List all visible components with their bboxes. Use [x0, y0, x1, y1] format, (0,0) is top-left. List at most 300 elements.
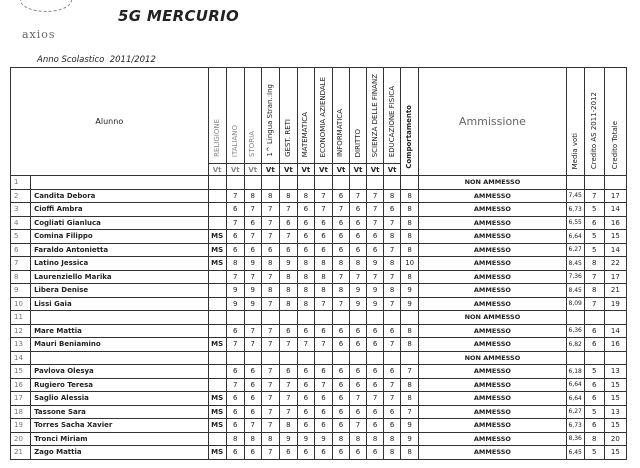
grade-cell: 6: [367, 446, 384, 460]
average-cell: 6,18: [566, 365, 584, 379]
grade-cell: 7: [314, 378, 332, 392]
grade-cell: 6: [350, 338, 367, 352]
average-cell: 6,64: [566, 392, 584, 406]
grade-cell: 6: [226, 392, 244, 406]
grade-cell: 6: [226, 243, 244, 257]
admission-result: NON AMMESSO: [419, 351, 566, 365]
grade-cell: 7: [314, 297, 332, 311]
grade-cell: 6: [332, 230, 349, 244]
row-number: 5: [11, 230, 31, 244]
credit-total-cell: [604, 311, 626, 325]
grade-cell: 6: [314, 216, 332, 230]
credit-year-cell: 6: [584, 324, 604, 338]
grade-cell: 8: [401, 324, 419, 338]
grade-cell: 8: [297, 284, 314, 298]
average-cell: 6,55: [566, 216, 584, 230]
header-average: [566, 68, 584, 176]
grade-cell: [401, 176, 419, 190]
grade-cell: 6: [367, 324, 384, 338]
grade-cell: [208, 176, 226, 190]
grade-cell: 7: [384, 270, 401, 284]
grade-cell: 6: [384, 405, 401, 419]
average-cell: [566, 311, 584, 325]
row-number: 21: [11, 446, 31, 460]
grade-cell: 6: [350, 324, 367, 338]
grade-cell: 7: [261, 216, 279, 230]
grade-cell: 8: [350, 432, 367, 446]
grade-cell: 6: [367, 243, 384, 257]
credit-total-cell: 14: [604, 324, 626, 338]
grade-cell: 8: [244, 189, 261, 203]
grade-cell: 7: [314, 338, 332, 352]
grade-cell: 9: [367, 297, 384, 311]
grade-cell: [279, 351, 297, 365]
grade-cell: 6: [226, 405, 244, 419]
grade-cell: 7: [350, 270, 367, 284]
grade-cell: 7: [261, 324, 279, 338]
grade-cell: [297, 311, 314, 325]
average-cell: 6,36: [566, 324, 584, 338]
grade-cell: 6: [332, 189, 349, 203]
average-label: Media voti: [570, 132, 579, 169]
header-subject: [226, 68, 244, 164]
grade-cell: 6: [350, 216, 367, 230]
grade-cell: 7: [314, 189, 332, 203]
subject-label: STORIA: [248, 131, 257, 157]
credit-year-cell: 6: [584, 392, 604, 406]
header-subject: [297, 68, 314, 164]
grade-cell: [314, 176, 332, 190]
credit-year-cell: 8: [584, 257, 604, 271]
grade-cell: 7: [244, 419, 261, 433]
grade-cell: 8: [244, 432, 261, 446]
grade-cell: [226, 311, 244, 325]
header-subject: [279, 68, 297, 164]
grade-cell: 7: [261, 405, 279, 419]
grade-cell: [244, 311, 261, 325]
grade-cell: MS: [208, 257, 226, 271]
grade-cell: 6: [297, 365, 314, 379]
grade-cell: 6: [332, 365, 349, 379]
grade-cell: [244, 176, 261, 190]
grade-cell: [297, 351, 314, 365]
grade-cell: 6: [332, 216, 349, 230]
student-name: Pavlova Olesya: [31, 365, 209, 379]
average-cell: 6,27: [566, 405, 584, 419]
table-row: [11, 270, 627, 284]
row-number: 3: [11, 203, 31, 217]
grade-cell: 8: [401, 243, 419, 257]
header-subject: [350, 68, 367, 164]
grade-cell: 7: [261, 419, 279, 433]
grade-cell: 8: [297, 270, 314, 284]
table-row: [11, 203, 627, 217]
grade-cell: 7: [226, 270, 244, 284]
credit-year-cell: 5: [584, 365, 604, 379]
grade-cell: 8: [279, 297, 297, 311]
grade-cell: 6: [367, 338, 384, 352]
grade-cell: 9: [350, 284, 367, 298]
grade-cell: [208, 311, 226, 325]
grade-cell: 6: [350, 243, 367, 257]
student-name: Tronci Miriam: [31, 432, 209, 446]
grade-cell: 8: [297, 189, 314, 203]
grade-cell: 9: [244, 257, 261, 271]
grade-cell: 8: [401, 270, 419, 284]
table-row: [11, 257, 627, 271]
admission-result: AMMESSO: [419, 324, 566, 338]
grade-cell: MS: [208, 405, 226, 419]
subject-label: MATEMATICA: [301, 111, 310, 157]
grade-cell: 6: [332, 338, 349, 352]
grade-cell: 8: [401, 230, 419, 244]
grade-cell: 6: [261, 243, 279, 257]
header-subject: [208, 68, 226, 164]
row-number: 9: [11, 284, 31, 298]
credit-total-cell: 15: [604, 378, 626, 392]
grade-cell: 7: [384, 243, 401, 257]
grade-cell: 6: [279, 365, 297, 379]
student-name: Libera Denise: [31, 284, 209, 298]
grade-cell: [350, 311, 367, 325]
table-row: [11, 378, 627, 392]
grade-cell: 6: [384, 365, 401, 379]
admission-result: AMMESSO: [419, 284, 566, 298]
grade-cell: 8: [314, 284, 332, 298]
student-name: Faraldo Antonietta: [31, 243, 209, 257]
grade-cell: 6: [297, 405, 314, 419]
credit-total-cell: 15: [604, 392, 626, 406]
row-number: 6: [11, 243, 31, 257]
grade-cell: 6: [279, 216, 297, 230]
grade-cell: MS: [208, 338, 226, 352]
grade-cell: 7: [261, 203, 279, 217]
grade-cell: 6: [244, 405, 261, 419]
grade-cell: [367, 176, 384, 190]
table-row: [11, 189, 627, 203]
vt-label: Vt: [350, 164, 367, 176]
grade-cell: 7: [226, 189, 244, 203]
grade-cell: MS: [208, 243, 226, 257]
grade-cell: 6: [384, 419, 401, 433]
grade-cell: 8: [261, 189, 279, 203]
average-cell: 6,64: [566, 378, 584, 392]
header-subject: [384, 68, 401, 164]
grade-cell: 7: [401, 405, 419, 419]
grade-cell: [208, 432, 226, 446]
vt-label: Vt: [261, 164, 279, 176]
grade-cell: 6: [297, 243, 314, 257]
grade-cell: 8: [297, 257, 314, 271]
admission-result: AMMESSO: [419, 257, 566, 271]
vt-label: Vt: [332, 164, 349, 176]
grade-cell: 7: [226, 378, 244, 392]
grade-cell: 9: [279, 257, 297, 271]
credit-total-cell: 22: [604, 257, 626, 271]
grade-cell: 7: [279, 203, 297, 217]
credit-total-cell: 21: [604, 284, 626, 298]
table-row: [11, 446, 627, 460]
credit-total-cell: 13: [604, 365, 626, 379]
grade-cell: 7: [261, 378, 279, 392]
credit-total-cell: [604, 176, 626, 190]
page-title: 5G MERCURIO: [118, 7, 240, 25]
grade-cell: [261, 176, 279, 190]
credit-year-cell: 5: [584, 405, 604, 419]
grade-cell: 6: [244, 365, 261, 379]
grade-cell: 6: [384, 324, 401, 338]
grade-cell: 8: [314, 257, 332, 271]
credit-total-label: Credito Totale: [610, 120, 619, 169]
school-year-label: Anno Scolastico: [37, 55, 105, 65]
grade-cell: 6: [314, 405, 332, 419]
student-name: [31, 176, 209, 190]
grade-cell: 6: [314, 324, 332, 338]
grade-cell: 6: [297, 324, 314, 338]
grade-cell: 7: [367, 203, 384, 217]
grade-cell: 6: [350, 446, 367, 460]
grade-cell: 6: [332, 324, 349, 338]
vt-label: Vt: [279, 164, 297, 176]
grade-cell: 9: [350, 297, 367, 311]
grade-cell: 10: [401, 257, 419, 271]
grade-cell: 6: [350, 378, 367, 392]
table-row: [11, 405, 627, 419]
grade-cell: 6: [314, 243, 332, 257]
grade-cell: 7: [367, 216, 384, 230]
credit-total-cell: 15: [604, 419, 626, 433]
grade-cell: [208, 189, 226, 203]
student-name: Mare Mattia: [31, 324, 209, 338]
average-cell: 6,73: [566, 203, 584, 217]
credit-total-cell: 17: [604, 270, 626, 284]
grade-cell: 6: [367, 378, 384, 392]
table-row: [11, 243, 627, 257]
header-subject: [314, 68, 332, 164]
grade-cell: 6: [297, 216, 314, 230]
grade-cell: 7: [350, 419, 367, 433]
grade-cell: 6: [350, 405, 367, 419]
grade-cell: [297, 176, 314, 190]
results-table: [10, 67, 627, 460]
grade-cell: MS: [208, 230, 226, 244]
grade-cell: 7: [384, 297, 401, 311]
row-number: 15: [11, 365, 31, 379]
student-name: [31, 311, 209, 325]
header-admission: Ammissione: [419, 68, 566, 176]
grade-cell: [332, 176, 349, 190]
subject-label: EDUCAZIONE FISICA: [387, 85, 396, 157]
grade-cell: 6: [297, 392, 314, 406]
grade-cell: [208, 378, 226, 392]
grade-cell: 7: [261, 365, 279, 379]
admission-result: AMMESSO: [419, 392, 566, 406]
grade-cell: 8: [261, 257, 279, 271]
credit-year-cell: 6: [584, 419, 604, 433]
grade-cell: [208, 351, 226, 365]
grade-cell: MS: [208, 446, 226, 460]
grade-cell: 8: [279, 270, 297, 284]
grade-cell: [226, 176, 244, 190]
table-row: [11, 365, 627, 379]
grade-cell: 7: [367, 189, 384, 203]
grade-cell: 8: [314, 270, 332, 284]
admission-result: AMMESSO: [419, 446, 566, 460]
row-number: 10: [11, 297, 31, 311]
admission-result: AMMESSO: [419, 297, 566, 311]
table-row: [11, 419, 627, 433]
grade-cell: 8: [401, 189, 419, 203]
grade-cell: 8: [279, 284, 297, 298]
grade-cell: 6: [279, 243, 297, 257]
row-number: 11: [11, 311, 31, 325]
subject-label: ECONOMIA AZIENDALE: [318, 76, 327, 157]
average-cell: 7,36: [566, 270, 584, 284]
grade-cell: [279, 311, 297, 325]
grade-cell: 7: [384, 392, 401, 406]
grade-cell: 7: [226, 216, 244, 230]
grade-cell: [332, 351, 349, 365]
subject-label: GEST. RETI: [283, 119, 292, 157]
grade-cell: 7: [244, 324, 261, 338]
grade-cell: 8: [367, 432, 384, 446]
grade-cell: 7: [244, 230, 261, 244]
grade-cell: 7: [261, 270, 279, 284]
credit-year-label: Credito AS 2011-2012: [589, 91, 598, 169]
grade-cell: 8: [401, 216, 419, 230]
axios-logo: axios: [22, 28, 56, 41]
admission-result: AMMESSO: [419, 378, 566, 392]
row-number: 7: [11, 257, 31, 271]
grade-cell: 9: [401, 297, 419, 311]
grade-cell: 7: [261, 297, 279, 311]
grade-cell: [208, 203, 226, 217]
student-name: Cogliati Gianluca: [31, 216, 209, 230]
credit-year-cell: [584, 311, 604, 325]
grade-cell: 8: [401, 203, 419, 217]
grade-cell: 6: [332, 392, 349, 406]
average-cell: 8,45: [566, 257, 584, 271]
credit-year-cell: 5: [584, 446, 604, 460]
table-row: [11, 216, 627, 230]
grade-cell: [367, 351, 384, 365]
grade-cell: 8: [350, 257, 367, 271]
credit-year-cell: 5: [584, 203, 604, 217]
credit-year-cell: 7: [584, 270, 604, 284]
student-name: Saglio Alessia: [31, 392, 209, 406]
grade-cell: 6: [350, 203, 367, 217]
admission-result: AMMESSO: [419, 216, 566, 230]
grade-cell: 7: [314, 203, 332, 217]
grade-cell: 8: [332, 432, 349, 446]
grade-cell: 8: [297, 297, 314, 311]
average-cell: [566, 351, 584, 365]
grade-cell: 8: [332, 284, 349, 298]
grade-cell: 6: [350, 365, 367, 379]
average-cell: 6,82: [566, 338, 584, 352]
grade-cell: 8: [226, 432, 244, 446]
credit-year-cell: 7: [584, 189, 604, 203]
student-name: Laurenziello Marika: [31, 270, 209, 284]
school-year: [37, 55, 156, 65]
credit-total-cell: 19: [604, 297, 626, 311]
vt-label: Vt: [367, 164, 384, 176]
grade-cell: 7: [384, 378, 401, 392]
grade-cell: 8: [384, 432, 401, 446]
header-subject: [401, 68, 419, 176]
grade-cell: [384, 351, 401, 365]
grade-cell: 8: [401, 446, 419, 460]
admission-result: AMMESSO: [419, 203, 566, 217]
credit-total-cell: 20: [604, 432, 626, 446]
student-name: Lissi Gaia: [31, 297, 209, 311]
table-row: [11, 338, 627, 352]
subject-label: DIRITTO: [353, 128, 362, 157]
table-row: [11, 284, 627, 298]
grade-cell: [208, 284, 226, 298]
grade-cell: 9: [297, 432, 314, 446]
grade-cell: [332, 311, 349, 325]
credit-year-cell: 6: [584, 378, 604, 392]
grade-cell: MS: [208, 419, 226, 433]
grade-cell: 6: [367, 405, 384, 419]
grade-cell: 6: [297, 203, 314, 217]
grade-cell: [350, 176, 367, 190]
grade-cell: 7: [244, 203, 261, 217]
subject-label: INFORMATICA: [336, 108, 345, 157]
school-seal-logo: [20, 0, 72, 12]
grade-cell: MS: [208, 392, 226, 406]
grade-cell: 8: [384, 189, 401, 203]
grade-cell: [401, 351, 419, 365]
grade-cell: 6: [226, 324, 244, 338]
grade-cell: 8: [384, 257, 401, 271]
school-year-value: 2011/2012: [109, 55, 156, 65]
grade-cell: 8: [279, 419, 297, 433]
grade-cell: 6: [279, 324, 297, 338]
grade-cell: 7: [279, 392, 297, 406]
table-row: [11, 176, 627, 190]
grade-cell: 7: [261, 446, 279, 460]
grade-cell: [208, 216, 226, 230]
average-cell: 6,27: [566, 243, 584, 257]
credit-total-cell: 15: [604, 230, 626, 244]
grade-cell: 7: [226, 338, 244, 352]
subject-label: SCIENZA DELLE FINANZ: [370, 73, 379, 157]
grade-cell: [208, 270, 226, 284]
credit-year-cell: 5: [584, 243, 604, 257]
table-row: [11, 432, 627, 446]
subject-label: 1^ Lingua Stran.:Ing: [265, 84, 274, 157]
average-cell: [566, 176, 584, 190]
grade-cell: 6: [244, 243, 261, 257]
grade-cell: 6: [314, 446, 332, 460]
grade-cell: 8: [261, 432, 279, 446]
grade-cell: 9: [401, 419, 419, 433]
row-number: 16: [11, 378, 31, 392]
row-number: 8: [11, 270, 31, 284]
admission-result: AMMESSO: [419, 338, 566, 352]
grade-cell: 7: [401, 365, 419, 379]
admission-result: AMMESSO: [419, 432, 566, 446]
grade-cell: 6: [226, 446, 244, 460]
grade-cell: [350, 351, 367, 365]
student-name: Torres Sacha Xavier: [31, 419, 209, 433]
grade-cell: 7: [279, 230, 297, 244]
credit-year-cell: 5: [584, 230, 604, 244]
grade-cell: 7: [350, 189, 367, 203]
credit-total-cell: 14: [604, 243, 626, 257]
